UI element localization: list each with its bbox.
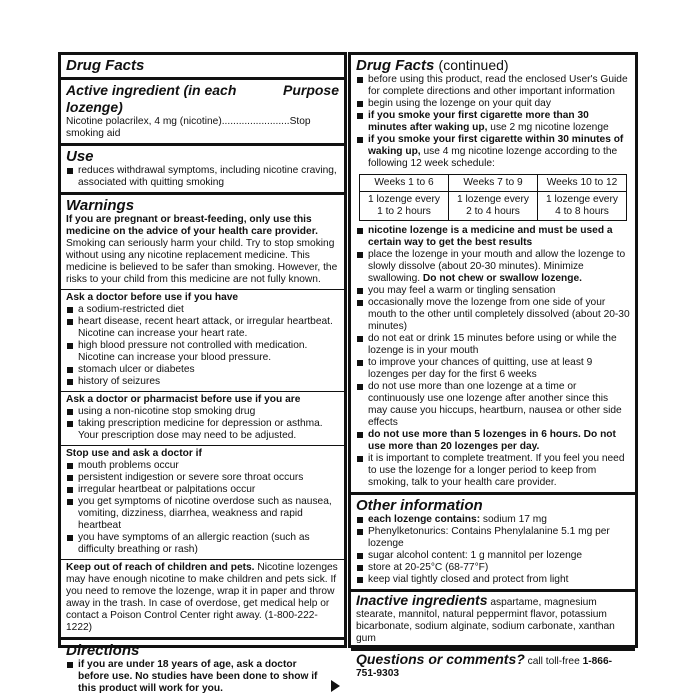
stop-use-heading: Stop use and ask a doctor if xyxy=(66,448,202,459)
list-item: begin using the lozenge on your quit day xyxy=(356,98,630,110)
table-cell: 1 lozenge every 4 to 8 hours xyxy=(538,192,627,221)
dosing-schedule-table xyxy=(359,174,627,221)
list-item: persistent indigestion or severe sore throat occurs xyxy=(66,472,339,484)
ask-pharmacist-heading: Ask a doctor or pharmacist before use if you are xyxy=(66,394,301,405)
list-item: you may feel a warm or tingling sensation xyxy=(356,285,630,297)
ask-doctor-heading: Ask a doctor before use if you have xyxy=(66,292,239,303)
other-information-heading: Other information xyxy=(356,497,483,514)
list-item: you get symptoms of nicotine overdose such as nausea, vomiting, dizziness, diarrhea, weakness and rapid heartbeat xyxy=(66,496,339,532)
list-item: you have symptoms of an allergic reaction (such as difficulty breathing or rash) xyxy=(66,532,339,556)
keep-out-of-reach-block: Keep out of reach of children and pets. Nicotine lozenges may have enough nicotine to make children and pets sick. If you need to remove the lozenge, wrap it in paper and throw away in the trash. In case of overdose, get medical help or contact a Poison Control Center right away. (1-800-222-1222) xyxy=(66,562,338,633)
table-header: Weeks 7 to 9 xyxy=(449,175,538,192)
ask-pharmacist-block xyxy=(61,392,344,446)
list-item: nicotine lozenge is a medicine and must be used a certain way to get the best results xyxy=(356,225,630,249)
continue-arrow-icon xyxy=(331,680,340,692)
list-item: high blood pressure not controlled with medication. Nicotine can increase your blood pressure. xyxy=(66,340,339,364)
questions-heading: Questions or comments? xyxy=(356,651,525,667)
left-panel xyxy=(58,52,347,694)
use-bullet: reduces withdrawal symptoms, including nicotine craving, associated with quitting smoking xyxy=(66,165,339,189)
list-item: do not eat or drink 15 minutes before using or while the lozenge is in your mouth xyxy=(356,333,630,357)
active-ingredient-line: Nicotine polacrilex, 4 mg (nicotine)........................Stop smoking aid xyxy=(66,116,311,139)
list-item: it is important to complete treatment. If you feel you need to use the lozenge for a longer period to keep from smoking, talk to your health care provider. xyxy=(356,453,630,489)
list-item: if you smoke your first cigarette within 30 minutes of waking up, use 4 mg nicotine lozenge according to the following 12 week schedule: xyxy=(356,134,630,170)
warnings-heading: Warnings xyxy=(66,197,135,214)
drug-facts-continued-title: Drug Facts (continued) xyxy=(356,57,509,74)
list-item: keep vial tightly closed and protect from light xyxy=(356,574,630,586)
warnings-section xyxy=(61,195,344,640)
continued-section xyxy=(351,55,635,495)
list-item: occasionally move the lozenge from one side of your mouth to the other until completely dissolved (about 20-30 minutes) xyxy=(356,297,630,333)
list-item: place the lozenge in your mouth and allow the lozenge to slowly dissolve (about 20-30 minutes). Minimize swallowing. Do not chew or swallow lozenge. xyxy=(356,249,630,285)
list-item: do not use more than one lozenge at a time or continuously use one lozenge after another since this may cause you hiccups, heartburn, nausea or other side effects xyxy=(356,381,630,429)
list-item: Phenylketonurics: Contains Phenylalanine 5.1 mg per lozenge xyxy=(356,526,630,550)
use-section xyxy=(61,146,344,195)
list-item: sugar alcohol content: 1 g mannitol per lozenge xyxy=(356,550,630,562)
list-item: a sodium-restricted diet xyxy=(66,304,339,316)
list-item: stomach ulcer or diabetes xyxy=(66,364,339,376)
ask-doctor-block xyxy=(61,290,344,392)
phone-number[interactable]: 1-866-751-9303 xyxy=(356,656,613,679)
title-section xyxy=(61,55,344,80)
list-item: mouth problems occur xyxy=(66,460,339,472)
directions-heading: Directions xyxy=(66,642,140,659)
list-item: irregular heartbeat or palpitations occur xyxy=(66,484,339,496)
directions-bullet: if you are under 18 years of age, ask a doctor before use. No studies have been done to show if this product will work for you. xyxy=(66,659,339,695)
list-item: store at 20-25°C (68-77°F) xyxy=(356,562,630,574)
active-ingredient-heading: Active ingredient (in each lozenge) xyxy=(66,82,237,115)
table-header: Weeks 1 to 6 xyxy=(360,175,449,192)
right-panel xyxy=(348,52,638,679)
list-item: if you smoke your first cigarette more than 30 minutes after waking up, use 2 mg nicotine lozenge xyxy=(356,110,630,134)
table-cell: 1 lozenge every 1 to 2 hours xyxy=(360,192,449,221)
list-item: history of seizures xyxy=(66,376,339,388)
inactive-ingredients-section xyxy=(351,592,635,651)
table-header: Weeks 10 to 12 xyxy=(538,175,627,192)
other-information-section xyxy=(351,495,635,592)
list-item: taking prescription medicine for depression or asthma. Your prescription dose may need to be adjusted. xyxy=(66,418,339,442)
inactive-ingredients-list: aspartame, magnesium stearate, mannitol, natural peppermint flavor, potassium bicarbonate, sodium alginate, sodium carbonate, xanthan gum xyxy=(356,597,615,644)
active-ingredient-section xyxy=(61,80,344,146)
list-item: each lozenge contains: sodium 17 mg xyxy=(356,514,630,526)
purpose-heading: Purpose xyxy=(282,82,339,98)
questions-section: Questions or comments? call toll-free 1-866-751-9303 xyxy=(356,651,613,679)
list-item: before using this product, read the enclosed User's Guide for complete directions and other important information xyxy=(356,74,630,98)
directions-section xyxy=(61,640,344,698)
pregnancy-warning: If you are pregnant or breast-feeding, only use this medicine on the advice of your health care provider. Smoking can seriously harm your child. Try to stop smoking without using any nicotine replacement medicine. This medicine is believed to be safer than smoking. However, the risks to your child from this medicine are not fully known. xyxy=(66,214,338,285)
use-heading: Use xyxy=(66,148,94,165)
list-item: using a non-nicotine stop smoking drug xyxy=(66,406,339,418)
inactive-ingredients-heading: Inactive ingredients xyxy=(356,592,488,608)
list-item: do not use more than 5 lozenges in 6 hours. Do not use more than 20 lozenges per day. xyxy=(356,429,630,453)
drug-facts-title: Drug Facts xyxy=(66,57,145,74)
list-item: to improve your chances of quitting, use at least 9 lozenges per day for the first 6 weeks xyxy=(356,357,630,381)
list-item: heart disease, recent heart attack, or irregular heartbeat. Nicotine can increase your heart rate. xyxy=(66,316,339,340)
stop-use-block xyxy=(61,446,344,560)
table-cell: 1 lozenge every 2 to 4 hours xyxy=(449,192,538,221)
